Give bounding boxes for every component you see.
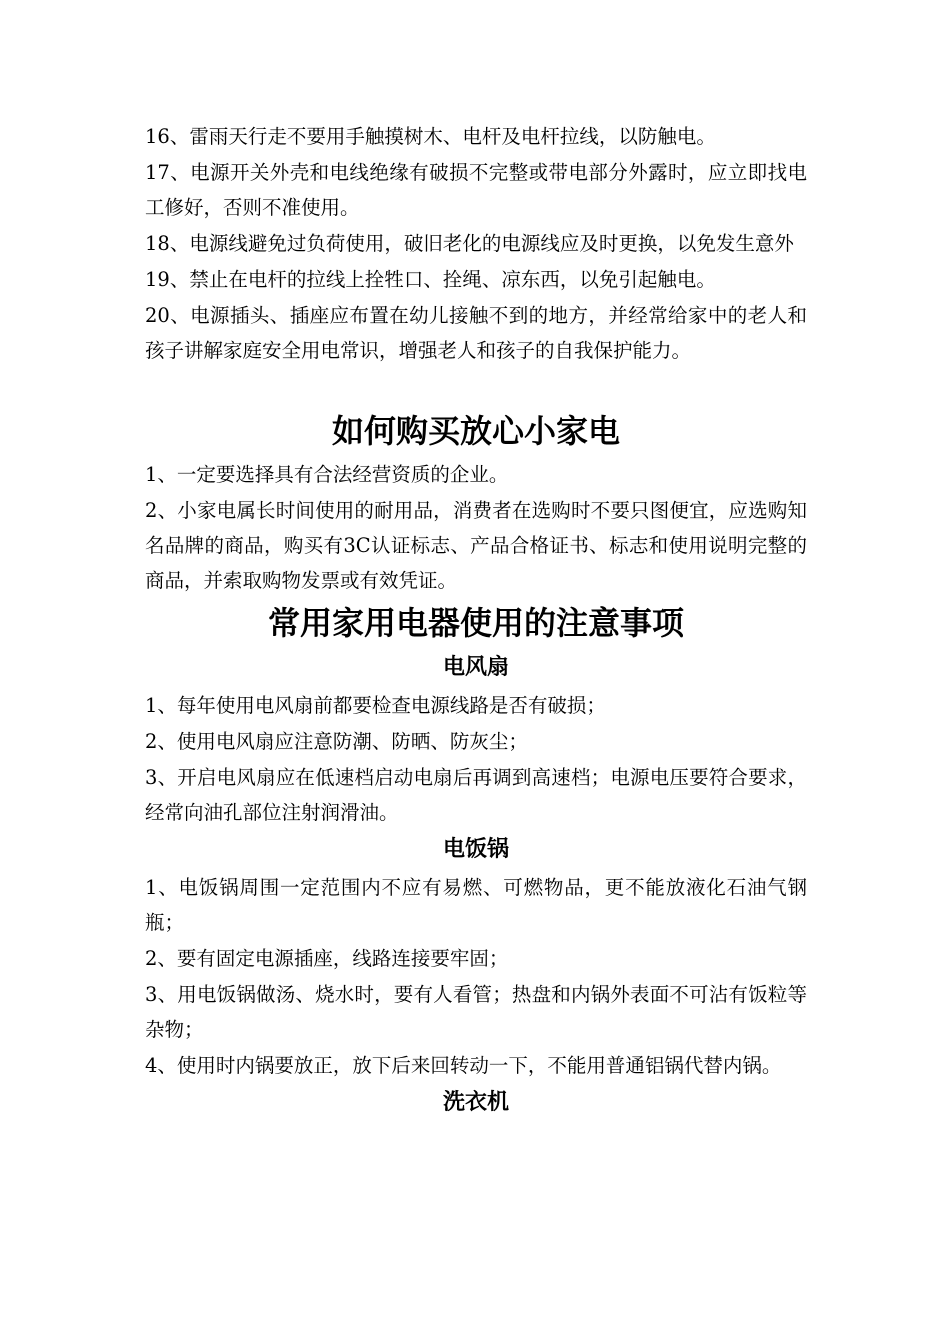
list-item: 17、电源开关外壳和电线绝缘有破损不完整或带电部分外露时，应立即找电工修好，否则不准使用。 — [145, 161, 807, 219]
appliances-section — [145, 599, 807, 1122]
list-item: 2、要有固定电源插座，线路连接要牢固； — [145, 947, 509, 970]
list-item: 20、电源插头、插座应布置在幼儿接触不到的地方，并经常给家中的老人和孩子讲解家庭安全用电常识，增强老人和孩子的自我保护能力。 — [145, 304, 807, 362]
buying-section — [145, 407, 807, 598]
fan-heading: 电风扇 — [442, 655, 509, 680]
spacer — [145, 369, 807, 407]
washer-heading: 洗衣机 — [442, 1090, 509, 1115]
appliances-heading: 常用家用电器使用的注意事项 — [267, 604, 684, 642]
list-item: 16、雷雨天行走不要用手触摸树木、电杆及电杆拉线，以防触电。 — [145, 125, 716, 148]
list-item: 18、电源线避免过负荷使用，破旧老化的电源线应及时更换，以免发生意外 — [145, 232, 794, 255]
list-item: 2、使用电风扇应注意防潮、防晒、防灰尘； — [145, 730, 528, 753]
list-item: 4、使用时内锅要放正，放下后来回转动一下，不能用普通铝锅代替内锅。 — [145, 1054, 782, 1077]
list-item: 1、一定要选择具有合法经营资质的企业。 — [145, 463, 509, 486]
document-page — [145, 119, 807, 1123]
rice-cooker-heading: 电饭锅 — [442, 837, 509, 862]
buying-heading: 如何购买放心小家电 — [331, 412, 620, 450]
list-item: 3、用电饭锅做汤、烧水时，要有人看管；热盘和内锅外表面不可沾有饭粒等杂物； — [145, 983, 807, 1041]
safety-tips-list — [145, 119, 807, 368]
list-item: 3、开启电风扇应在低速档启动电扇后再调到高速档；电源电压要符合要求，经常向油孔部位注射润滑油。 — [145, 766, 807, 824]
list-item: 1、电饭锅周围一定范围内不应有易燃、可燃物品，更不能放液化石油气钢瓶； — [145, 876, 807, 934]
list-item: 1、每年使用电风扇前都要检查电源线路是否有破损； — [145, 694, 606, 717]
list-item: 19、禁止在电杆的拉线上拴牲口、拴绳、凉东西，以免引起触电。 — [145, 268, 716, 291]
list-item: 2、小家电属长时间使用的耐用品，消费者在选购时不要只图便宜，应选购知名品牌的商品，购买有3C认证标志、产品合格证书、标志和使用说明完整的商品，并索取购物发票或有效凭证。 — [145, 499, 807, 592]
